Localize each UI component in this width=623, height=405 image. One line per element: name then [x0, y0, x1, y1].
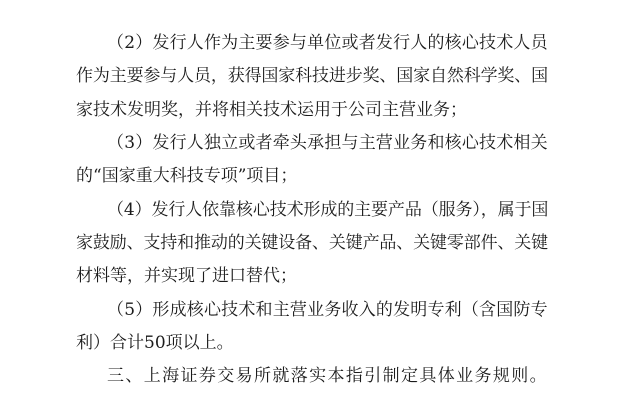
- closing-paragraph: 三、上海证券交易所就落实本指引制定具体业务规则。: [107, 366, 548, 386]
- item-4-line-2: 家鼓励、支持和推动的关键设备、关键产品、关键零部件、关键: [76, 233, 548, 253]
- item-3-line-1: （3）发行人独立或者牵头承担与主营业务和核心技术相关: [107, 133, 548, 153]
- item-2-line-3: 家技术发明奖，并将相关技术运用于公司主营业务；: [76, 100, 467, 120]
- item-2-line-1: （2）发行人作为主要参与单位或者发行人的核心技术人员: [107, 33, 548, 53]
- item-5-line-2: 利）合计50项以上。: [76, 333, 234, 353]
- item-3-line-2: 的“国家重大科技专项”项目；: [76, 166, 298, 186]
- item-4-line-3: 材料等，并实现了进口替代；: [76, 266, 297, 286]
- item-2-line-2: 作为主要参与人员，获得国家科技进步奖、国家自然科学奖、国: [76, 66, 548, 86]
- item-5-line-1: （5）形成核心技术和主营业务收入的发明专利（含国防专: [107, 300, 548, 320]
- item-4-line-1: （4）发行人依靠核心技术形成的主要产品（服务），属于国: [107, 200, 549, 220]
